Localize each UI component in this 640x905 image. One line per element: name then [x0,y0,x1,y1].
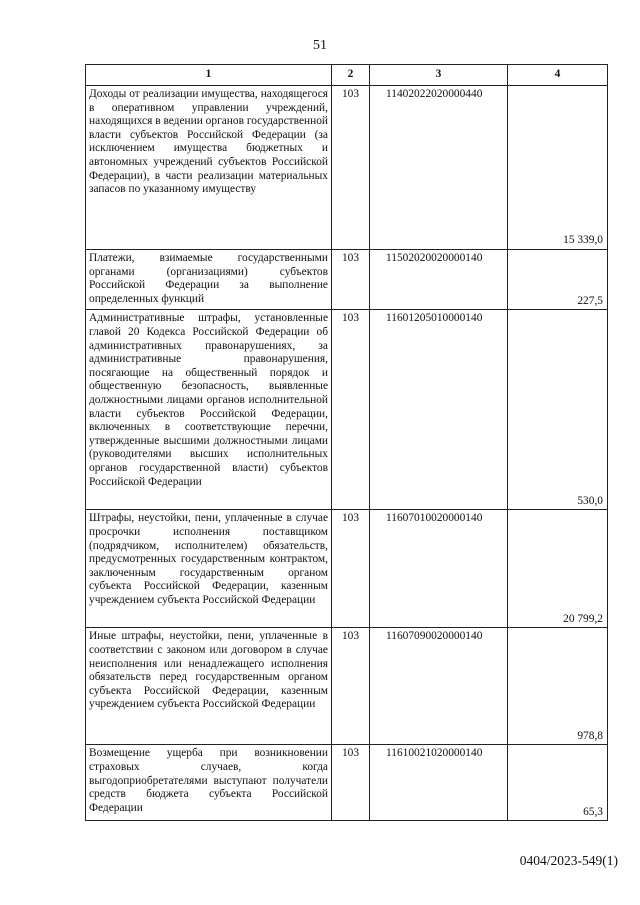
row-revenue-code: 11402022020000440 [370,86,508,250]
row-description: Платежи, взимаемые государственными органами (организациями) субъектов Российской Федерации за выполнение определенных функций [86,250,332,310]
row-revenue-code: 11601205010000140 [370,310,508,510]
table-row [86,510,608,628]
column-header-description: 1 [86,65,332,86]
row-amount: 15 339,0 [508,86,608,250]
row-description: Доходы от реализации имущества, находящегося в оперативном управлении учреждений, находящихся в ведении органов государственной власти субъектов Российской Федерации (за исключением имущества бюджетных и автономных учреждений субъектов Российской Федерации), в части реализации материальных запасов по указанному имуществу [86,86,332,250]
table-row [86,86,608,250]
column-header-amount: 4 [508,65,608,86]
revenue-table [85,64,608,821]
page-number: 51 [313,38,327,53]
row-admin-code: 103 [332,86,370,250]
table-row [86,628,608,745]
row-description: Возмещение ущерба при возникновении страховых случаев, когда выгодоприобретателями выступают получатели средств бюджета субъекта Российской Федерации [86,745,332,821]
row-revenue-code: 11607010020000140 [370,510,508,628]
document-code: 0404/2023-549(1) [519,853,618,868]
row-admin-code: 103 [332,250,370,310]
row-description: Административные штрафы, установленные главой 20 Кодекса Российской Федерации об административных правонарушениях, за административные правонарушения, посягающие на общественный порядок и общественную безопасность, выявленные должностными лицами органов исполнительной власти субъектов Российской Федерации, включенных в соответствующие перечни, утвержденные высшими должностными лицами (руководителями высших исполнительных органов государственной власти) субъектов Российской Федерации [86,310,332,510]
row-amount: 530,0 [508,310,608,510]
table-header-row [86,65,608,86]
table-row [86,250,608,310]
row-amount: 20 799,2 [508,510,608,628]
row-amount: 65,3 [508,745,608,821]
row-description: Иные штрафы, неустойки, пени, уплаченные в соответствии с законом или договором в случае неисполнения или ненадлежащего исполнения обязательств перед государственным органом субъекта Российской Федерации, казенным учреждением субъекта Российской Федерации [86,628,332,745]
row-description: Штрафы, неустойки, пени, уплаченные в случае просрочки исполнения поставщиком (подрядчиком, исполнителем) обязательств, предусмотренных государственным контрактом, заключенным государственным органом субъекта Российской Федерации, казенным учреждением субъекта Российской Федерации [86,510,332,628]
row-revenue-code: 11502020020000140 [370,250,508,310]
row-amount: 978,8 [508,628,608,745]
row-admin-code: 103 [332,310,370,510]
row-admin-code: 103 [332,510,370,628]
row-revenue-code: 11610021020000140 [370,745,508,821]
table-row [86,745,608,821]
column-header-admin-code: 2 [332,65,370,86]
table-row [86,310,608,510]
row-admin-code: 103 [332,628,370,745]
row-revenue-code: 11607090020000140 [370,628,508,745]
row-admin-code: 103 [332,745,370,821]
column-header-revenue-code: 3 [370,65,508,86]
row-amount: 227,5 [508,250,608,310]
